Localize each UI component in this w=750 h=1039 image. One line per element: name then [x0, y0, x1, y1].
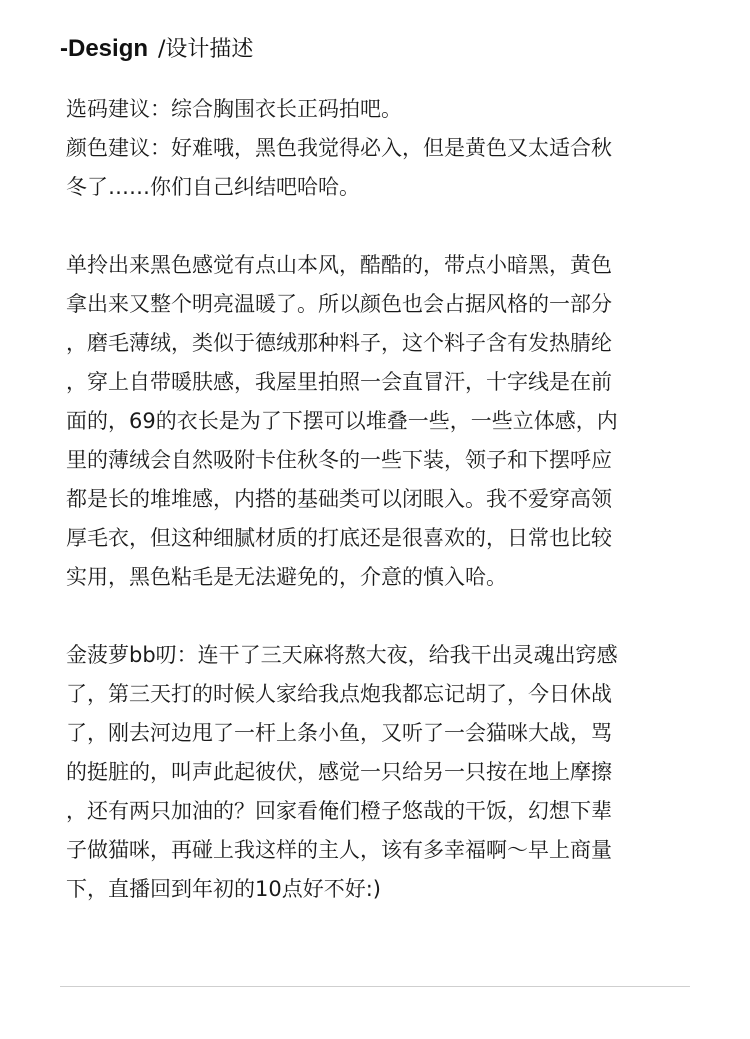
text-line: 下，直播回到年初的10点好不好:) [66, 877, 381, 901]
text-line: 了，第三天打的时候人家给我点炮我都忘记胡了，今日休战 [66, 682, 612, 706]
text-line: ，穿上自带暖肤感，我屋里拍照一会直冒汗，十字线是在前 [66, 370, 612, 394]
bottom-divider [60, 986, 690, 987]
product-description [66, 246, 686, 597]
text-line: ，还有两只加油的？回家看俺们橙子悠哉的干饭，幻想下辈 [66, 799, 612, 823]
text-line: 面的，69的衣长是为了下摆可以堆叠一些，一些立体感，内 [66, 409, 618, 433]
text-line: 都是长的堆堆感，内搭的基础类可以闭眼入。我不爱穿高领 [66, 487, 612, 511]
section-header [60, 32, 253, 72]
text-line: 实用，黑色粘毛是无法避免的，介意的慎入哈。 [66, 565, 507, 589]
text-line: 子做猫咪，再碰上我这样的主人，该有多幸福啊～早上商量 [66, 838, 612, 862]
text-line: 颜色建议：好难哦，黑色我觉得必入，但是黄色又太适合秋 [66, 136, 612, 160]
header-title-zh: /设计描述 [158, 37, 254, 62]
seller-note [66, 636, 686, 909]
header-title-en: -Design [60, 35, 149, 62]
text-line: 了，刚去河边甩了一杆上条小鱼，又听了一会猫咪大战，骂 [66, 721, 612, 745]
text-line: ，磨毛薄绒，类似于德绒那种料子，这个料子含有发热腈纶 [66, 331, 612, 355]
text-line: 的挺脏的，叫声此起彼伏，感觉一只给另一只按在地上摩擦 [66, 760, 612, 784]
text-line: 金菠萝bb叨：连干了三天麻将熬大夜，给我干出灵魂出窍感 [66, 643, 618, 667]
description-body [66, 90, 686, 948]
text-line: 里的薄绒会自然吸附卡住秋冬的一些下装，领子和下摆呼应 [66, 448, 612, 472]
size-color-advice [66, 90, 686, 207]
text-line: 选码建议：综合胸围衣长正码拍吧。 [66, 97, 402, 121]
text-line: 拿出来又整个明亮温暖了。所以颜色也会占据风格的一部分 [66, 292, 612, 316]
text-line: 厚毛衣，但这种细腻材质的打底还是很喜欢的，日常也比较 [66, 526, 612, 550]
text-line: 冬了……你们自己纠结吧哈哈。 [66, 175, 360, 199]
text-line: 单拎出来黑色感觉有点山本风，酷酷的，带点小暗黑，黄色 [66, 253, 612, 277]
